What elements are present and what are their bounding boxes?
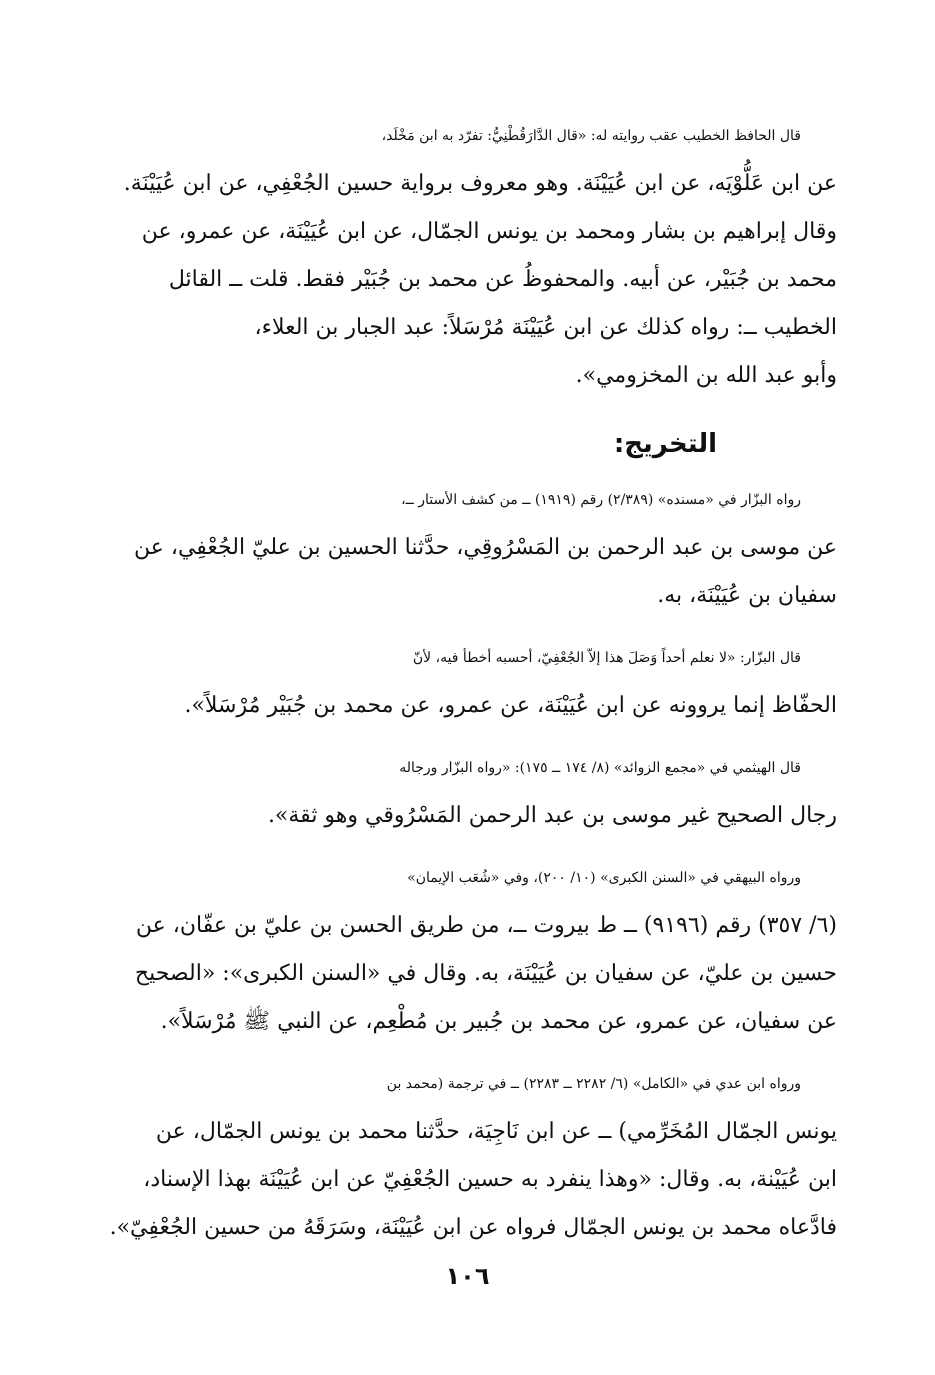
paragraph-bayhaqi [75,854,837,1046]
text-line: وأبو عبد الله بن المخزومي». [575,363,837,388]
text-line: يونس الجمّال المُخَرِّمي) ــ عن ابن نَاجِيَة، حدَّثنا محمد بن يونس الجمّال، عن [155,1119,837,1144]
text-line: سفيان بن عُيَيْنَة، به. [657,583,837,608]
intro-paragraph [75,112,837,400]
text-line: محمد بن جُبَيْر، عن أبيه. والمحفوظُ عن محمد بن جُبَيْر فقط. قلت ــ القائل [168,267,837,292]
page-number: ١٠٦ [445,1262,490,1290]
text-line: الخطيب ــ: رواه كذلك عن ابن عُيَيْنَة مُرْسَلاً: عبد الجبار بن العلاء، [254,315,837,340]
text-line: رواه البزّار في «مسنده» (٢/٣٨٩) رقم (١٩١٩) ــ من كشف الأستار ــ، [401,492,801,508]
paragraph-text [75,476,837,620]
text-line: ورواه البيهقي في «السنن الكبرى» (١٠/ ٢٠٠)، وفي «شُعَب الإيمان» [407,870,801,886]
text-line: وقال إبراهيم بن بشار ومحمد بن يونس الجمّال، عن ابن عُيَيْنَة، عن عمرو، عن [141,219,837,244]
text-line: حسين بن عليّ، عن سفيان بن عُيَيْنَة، به. وقال في «السنن الكبرى»: «الصحيح [134,961,837,986]
text-line: فادَّعاه محمد بن يونس الجمّال فرواه عن ابن عُيَيْنَة، وسَرَقَهُ من حسين الجُعْفِيّ». [109,1215,837,1240]
text-line: قال الهيثمي في «مجمع الزوائد» (٨/ ١٧٤ ــ ١٧٥): «رواه البزّار ورجاله [399,760,801,776]
paragraph-ibn-adi [75,1060,837,1252]
text-line: رجال الصحيح غير موسى بن عبد الرحمن المَسْرُوقي وهو ثقة». [267,803,837,828]
paragraph-bazzar-comment [75,634,837,730]
paragraph-text [75,854,837,1046]
text-line: قال البزّار: «لا نعلم أحداً وَصَلَ هذا إلاّ الجُعْفِيّ، أحسبه أخطأ فيه، لأنّ [412,650,801,666]
page-body [75,112,837,1252]
text-line: ابن عُيَيْنة، به. وقال: «وهذا ينفرد به حسين الجُعْفِيّ عن ابن عُيَيْنَة بهذا الإسناد، [143,1167,837,1192]
paragraph-text [75,744,837,840]
text-line: ورواه ابن عدي في «الكامل» (٦/ ٢٢٨٢ ــ ٢٢٨٣) ــ في ترجمة (محمد بن [386,1076,801,1092]
text-line: قال الحافظ الخطيب عقب روايته له: «قال الدَّارَقُطْنِيُّ: تفرّد به ابن مَخْلَد، [381,128,801,144]
text-line: عن سفيان، عن عمرو، عن محمد بن جُبير بن مُطْعِم، عن النبي ﷺ مُرْسَلاً». [160,1009,837,1034]
text-line: عن موسى بن عبد الرحمن بن المَسْرُوقِي، حدَّثنا الحسين بن عليّ الجُعْفِي، عن [134,535,837,560]
paragraph-haythami [75,744,837,840]
paragraph-text [75,112,837,400]
text-line: عن ابن عَلُّوْيَه، عن ابن عُيَيْنَة. وهو معروف برواية حسين الجُعْفِي، عن ابن عُيَيْنَة. [123,171,837,196]
section-heading: التخريج: [613,429,717,459]
paragraph-bazzar-narration [75,476,837,620]
paragraph-text [75,1060,837,1252]
text-line: الحفّاظ إنما يروونه عن ابن عُيَيْنَة، عن عمرو، عن محمد بن جُبَيْر مُرْسَلاً». [184,693,837,718]
paragraph-text [75,634,837,730]
text-line: (٦/ ٣٥٧) رقم (٩١٩٦) ــ ط بيروت ــ، من طريق الحسن بن عليّ بن عفّان، عن [135,913,837,938]
